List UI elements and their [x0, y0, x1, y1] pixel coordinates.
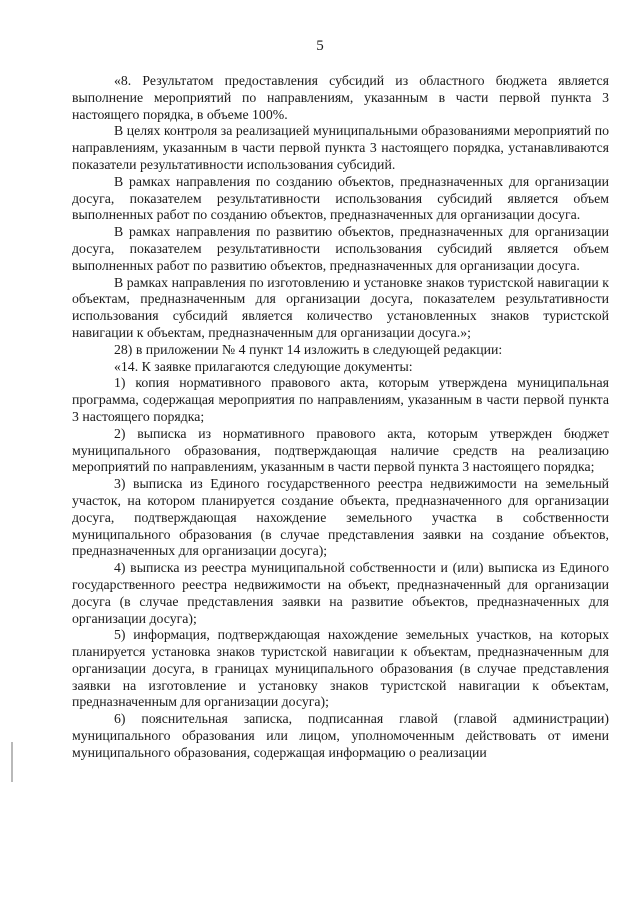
paragraph-result-subsidies: «8. Результатом предоставления субсидий из областного бюджета является выполнение мероприятий по направлениям, указанным в части первой пункта 3 настоящего порядка, в объеме 100%.	[72, 73, 609, 122]
paragraph-creation-direction: В рамках направления по созданию объектов, предназначенных для организации досуга, показателем результативности использования субсидий является объем выполненных работ по созданию объектов, предназначенных для организации досуга.	[72, 173, 609, 223]
document-body	[72, 73, 609, 762]
paragraph-documents-list-heading: «14. К заявке прилагаются следующие документы:	[114, 358, 413, 374]
list-item-6: 6) пояснительная записка, подписанная главой (главой администрации) муниципального образования или лицом, уполномоченным действовать от имени муниципального образования, содержащая информацию о реализации	[72, 711, 609, 760]
list-item-2: 2) выписка из нормативного правового акта, которым утвержден бюджет муниципального образования, подтверждающая наличие средств на реализацию мероприятий по направлениям, указанным в части первой пункта 3 настоящего порядка;	[72, 425, 609, 475]
list-item-1: 1) копия нормативного правового акта, которым утверждена муниципальная программа, содержащая мероприятия по направлениям, указанным в части первой пункта 3 настоящего порядка;	[72, 375, 609, 424]
list-item-4: 4) выписка из реестра муниципальной собственности и (или) выписка из Единого государственного реестра недвижимости на объект, предназначенный для организации досуга (в случае представления заявки на развитие объектов, предназначенных для организации досуга);	[72, 560, 609, 626]
page-number: 5	[316, 38, 324, 54]
paragraph-appendix-amendment: 28) в приложении № 4 пункт 14 изложить в следующей редакции:	[114, 341, 503, 357]
paragraph-navigation-signs-direction: В рамках направления по изготовлению и установке знаков туристской навигации к объектам, предназначенным для организации досуга, показателем результативности использования субсидий является количество установленных знаков туристской навигации к объектам, предназначенным для организации досуга.»;	[72, 274, 609, 340]
list-item-5: 5) информация, подтверждающая нахождение земельных участков, на которых планируется установка знаков туристской навигации к объектам, предназначенным для организации досуга, в границах муниципального образования (в случае представления заявки на изготовление и установку знаков туристской навигации к объектам, предназначенным для организации досуга);	[72, 627, 609, 710]
paragraph-development-direction: В рамках направления по развитию объектов, предназначенных для организации досуга, показателем результативности использования субсидий является объем выполненных работ по развитию объектов, предназначенных для организации досуга.	[72, 224, 609, 273]
list-item-3: 3) выписка из Единого государственного реестра недвижимости на земельный участок, на котором планируется создание объекта, предназначенного для организации досуга, подтверждающая нахождение земельного участка в собственности муниципального образования (в случае представления заявки на создание объектов, предназначенных для организации досуга);	[72, 476, 609, 559]
paragraph-control-indicators: В целях контроля за реализацией муниципальными образованиями мероприятий по направлениям, указанным в части первой пункта 3 настоящего порядка, устанавливаются показатели результативности использования субсидий.	[72, 123, 609, 172]
scan-artifact-mark	[11, 742, 13, 782]
